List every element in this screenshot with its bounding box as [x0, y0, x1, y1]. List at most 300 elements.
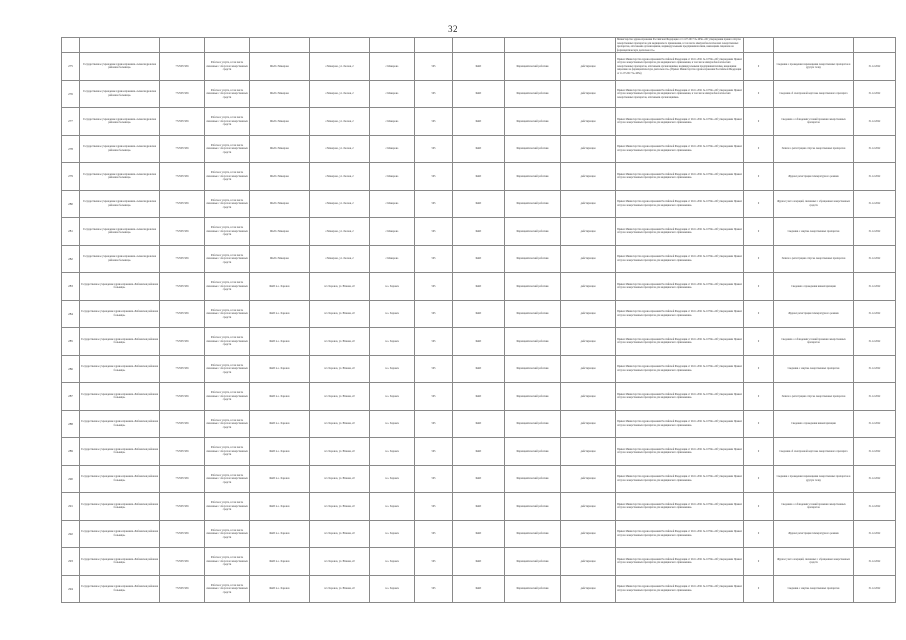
table-row	[62, 493, 896, 521]
locality-cell: п.о. Харовск	[370, 575, 415, 603]
address-cell: с.Макарово, ул. Лесная, 2	[310, 80, 370, 108]
organization-cell: Государственное учреждение здравоохранения «Бабаевская районная больница»	[80, 493, 160, 521]
locality-cell: с.Макарово	[370, 245, 415, 273]
description-cell: Сведения о закупке лекарственных препаратов	[774, 355, 854, 383]
worker-category-cell: Фармацевтический работник	[505, 328, 561, 356]
status-cell: действующая	[561, 190, 616, 218]
facility-type-cell: ФАП	[453, 520, 505, 548]
facility-type-cell: ФАП	[453, 218, 505, 246]
row-number-cell: 277	[62, 108, 80, 136]
facility-name-cell: ФАП п.о. Харовск	[250, 575, 310, 603]
regulation-doc-cell: Приказ Министерства здравоохранения Российской Федерации от 29.11.2021 № 1079н «Об утверждении Правил отпуска лекарственных препаратов для медицинского применения»	[616, 245, 744, 273]
status-cell: действующая	[561, 300, 616, 328]
sum-cell: 0	[744, 53, 774, 81]
description-cell: Сведения о соблюдении условий хранения лекарственных препаратов	[774, 493, 854, 521]
facility-type-cell: ФАП	[453, 465, 505, 493]
date-cell: 31.12.2022	[854, 218, 896, 246]
description-cell: Журнал регистрации температурного режима	[774, 520, 854, 548]
class-code-cell: 505	[415, 493, 453, 521]
facility-name-cell: ФАП п.о. Харовск	[250, 438, 310, 466]
facility-type-cell: ФАП	[453, 410, 505, 438]
row-number-cell: 280	[62, 190, 80, 218]
inn-code-cell: 7725057456	[160, 273, 205, 301]
facility-name-cell: ФАП с.Макарово	[250, 190, 310, 218]
status-cell: действующая	[561, 548, 616, 576]
row-number-cell: 282	[62, 245, 80, 273]
worker-category-cell: Фармацевтический работник	[505, 575, 561, 603]
description-cell: Сведения о проведении инвентаризации	[774, 410, 854, 438]
worker-category-cell: Фармацевтический работник	[505, 80, 561, 108]
facility-name-cell: ФАП с.Макарово	[250, 108, 310, 136]
table-row	[62, 273, 896, 301]
description-cell: Сведения о проведении перемещения лекарственных препаратов в другую точку	[774, 53, 854, 81]
worker-category-cell: Фармацевтический работник	[505, 520, 561, 548]
description-cell: Сведения об электронной карточке лекарственного препарата	[774, 80, 854, 108]
row-number-cell: 287	[62, 383, 80, 411]
date-cell: 31.12.2022	[854, 163, 896, 191]
organization-cell: Государственное учреждение здравоохранения «Бабаевская районная больница»	[80, 520, 160, 548]
description-cell: Журнал учета операций, связанных с обращением лекарственных средств	[774, 548, 854, 576]
activity-type-cell: Работы и услуги, в том числе связанные с оборотом лекарственных средств	[205, 328, 250, 356]
class-code-cell: 505	[415, 575, 453, 603]
regulation-doc-cell: Приказ Министерства здравоохранения Российской Федерации от 29.11.2021 № 1079н «Об утверждении Правил отпуска лекарственных препаратов для медицинского применения»	[616, 108, 744, 136]
facility-name-cell: ФАП п.о. Харовск	[250, 493, 310, 521]
regulation-doc-cell: Приказ Министерства здравоохранения Российской Федерации от 29.11.2021 № 1079н «Об утверждении Правил отпуска лекарственных препаратов для медицинского применения»	[616, 548, 744, 576]
organization-cell: Государственное учреждение здравоохранения «Бабаевская районная больница»	[80, 300, 160, 328]
class-code-cell: 505	[415, 218, 453, 246]
organization-cell: Государственное учреждение здравоохранения «Александровская районная больница»	[80, 108, 160, 136]
date-cell: 31.12.2022	[854, 520, 896, 548]
class-code-cell: 505	[415, 163, 453, 191]
address-cell: п/о Харовск, ул. Южная, 22	[310, 383, 370, 411]
worker-category-cell: Фармацевтический работник	[505, 410, 561, 438]
facility-type-cell: ФАП	[453, 355, 505, 383]
locality-cell: п.о. Харовск	[370, 438, 415, 466]
address-cell: п/о Харовск, ул. Южная, 22	[310, 548, 370, 576]
sum-cell: 0	[744, 410, 774, 438]
locality-cell: п.о. Харовск	[370, 548, 415, 576]
date-cell: 31.12.2022	[854, 135, 896, 163]
activity-type-cell: Работы и услуги, в том числе связанные с оборотом лекарственных средств	[205, 53, 250, 81]
table-row	[62, 108, 896, 136]
sum-cell: 0	[744, 80, 774, 108]
worker-category-cell: Фармацевтический работник	[505, 383, 561, 411]
address-cell: п/о Харовск, ул. Южная, 22	[310, 465, 370, 493]
organization-cell: Государственное учреждение здравоохранения «Бабаевская районная больница»	[80, 465, 160, 493]
activity-type-cell: Работы и услуги, в том числе связанные с оборотом лекарственных средств	[205, 383, 250, 411]
regulation-doc-cell: Приказ Министерства здравоохранения Российской Федерации от 29.11.2021 № 1079н «Об утверждении Правил отпуска лекарственных препаратов для медицинского применения»	[616, 218, 744, 246]
inn-code-cell: 7725057456	[160, 355, 205, 383]
activity-type-cell: Работы и услуги, в том числе связанные с оборотом лекарственных средств	[205, 245, 250, 273]
organization-cell: Государственное учреждение здравоохранения «Александровская районная больница»	[80, 80, 160, 108]
table-row	[62, 53, 896, 81]
facility-type-cell: ФАП	[453, 493, 505, 521]
facility-name-cell: ФАП п.о. Харовск	[250, 300, 310, 328]
description-cell: Сведения о соблюдении условий хранения лекарственных препаратов	[774, 108, 854, 136]
inn-code-cell: 7725057456	[160, 53, 205, 81]
row-number-cell: 288	[62, 410, 80, 438]
organization-cell: Государственное учреждение здравоохранения «Бабаевская районная больница»	[80, 273, 160, 301]
description-cell: Сведения о закупке лекарственных препаратов	[774, 575, 854, 603]
address-cell: с.Макарово, ул. Лесная, 2	[310, 108, 370, 136]
sum-cell: 0	[744, 245, 774, 273]
description-cell: Сведения о закупке лекарственных препаратов	[774, 218, 854, 246]
activity-type-cell: Работы и услуги, в том числе связанные с оборотом лекарственных средств	[205, 135, 250, 163]
worker-category-cell: Фармацевтический работник	[505, 438, 561, 466]
class-code-cell: 505	[415, 53, 453, 81]
sum-cell: 0	[744, 355, 774, 383]
facility-name-cell: ФАП п.о. Харовск	[250, 273, 310, 301]
class-code-cell: 505	[415, 355, 453, 383]
status-cell: действующая	[561, 355, 616, 383]
inn-code-cell: 7725057456	[160, 383, 205, 411]
sum-cell: 0	[744, 493, 774, 521]
row-number-cell: 281	[62, 218, 80, 246]
row-number-cell: 289	[62, 438, 80, 466]
activity-type-cell: Работы и услуги, в том числе связанные с оборотом лекарственных средств	[205, 273, 250, 301]
worker-category-cell: Фармацевтический работник	[505, 163, 561, 191]
facility-type-cell: ФАП	[453, 438, 505, 466]
facility-type-cell: ФАП	[453, 575, 505, 603]
regulation-doc-cell: Приказ Министерства здравоохранения Российской Федерации от 29.11.2021 № 1079н «Об утверждении Правил отпуска лекарственных препаратов для медицинского применения»	[616, 465, 744, 493]
organization-cell: Государственное учреждение здравоохранения «Бабаевская районная больница»	[80, 438, 160, 466]
date-cell: 31.12.2022	[854, 410, 896, 438]
address-cell: п/о Харовск, ул. Южная, 22	[310, 520, 370, 548]
inn-code-cell: 7725057456	[160, 520, 205, 548]
sum-cell: 0	[744, 328, 774, 356]
regulation-doc-cell: Приказ Министерства здравоохранения Российской Федерации от 29.11.2021 № 1079н «Об утверждении Правил отпуска лекарственных препаратов для медицинского применения»	[616, 493, 744, 521]
status-cell: действующая	[561, 575, 616, 603]
locality-cell: п.о. Харовск	[370, 493, 415, 521]
date-cell: 31.12.2022	[854, 273, 896, 301]
date-cell: 31.12.2022	[854, 493, 896, 521]
table-row	[62, 163, 896, 191]
sum-cell: 0	[744, 300, 774, 328]
locality-cell: п.о. Харовск	[370, 355, 415, 383]
regulation-doc-cell: Приказ Министерства здравоохранения Российской Федерации от 29.11.2021 № 1079н «Об утверждении Правил отпуска лекарственных препаратов для медицинского применения, в том числе иммунобиологических лекарственных препаратов, аптечными организациями»	[616, 80, 744, 108]
facility-type-cell: ФАП	[453, 383, 505, 411]
date-cell: 31.12.2022	[854, 355, 896, 383]
facility-type-cell: ФАП	[453, 245, 505, 273]
table-row	[62, 218, 896, 246]
locality-cell: с.Макарово	[370, 108, 415, 136]
regulation-doc-cell: Приказ Министерства здравоохранения Российской Федерации от 29.11.2021 № 1079н «Об утверждении Правил отпуска лекарственных препаратов для медицинского применения»	[616, 575, 744, 603]
facility-type-cell: ФАП	[453, 135, 505, 163]
row-number-cell: 291	[62, 493, 80, 521]
sum-cell: 0	[744, 575, 774, 603]
table-row	[62, 80, 896, 108]
inn-code-cell: 7725057456	[160, 135, 205, 163]
class-code-cell: 505	[415, 383, 453, 411]
date-cell: 31.12.2022	[854, 245, 896, 273]
activity-type-cell: Работы и услуги, в том числе связанные с оборотом лекарственных средств	[205, 548, 250, 576]
facility-name-cell: ФАП с.Макарово	[250, 80, 310, 108]
facility-type-cell: ФАП	[453, 163, 505, 191]
worker-category-cell: Фармацевтический работник	[505, 53, 561, 81]
status-cell: действующая	[561, 218, 616, 246]
facility-name-cell: ФАП п.о. Харовск	[250, 465, 310, 493]
sum-cell: 0	[744, 438, 774, 466]
status-cell: действующая	[561, 245, 616, 273]
inn-code-cell: 7725057456	[160, 245, 205, 273]
organization-cell: Государственное учреждение здравоохранения «Александровская районная больница»	[80, 53, 160, 81]
address-cell: с.Макарово, ул. Лесная, 2	[310, 190, 370, 218]
locality-cell: п.о. Харовск	[370, 328, 415, 356]
status-cell: действующая	[561, 108, 616, 136]
date-cell: 31.12.2022	[854, 53, 896, 81]
table-row	[62, 328, 896, 356]
table-row	[62, 438, 896, 466]
sum-cell: 0	[744, 520, 774, 548]
organization-cell: Государственное учреждение здравоохранения «Александровская районная больница»	[80, 218, 160, 246]
activity-type-cell: Работы и услуги, в том числе связанные с оборотом лекарственных средств	[205, 438, 250, 466]
worker-category-cell: Фармацевтический работник	[505, 300, 561, 328]
sum-cell: 0	[744, 218, 774, 246]
status-cell: действующая	[561, 163, 616, 191]
activity-type-cell: Работы и услуги, в том числе связанные с оборотом лекарственных средств	[205, 80, 250, 108]
organization-cell: Государственное учреждение здравоохранения «Александровская районная больница»	[80, 245, 160, 273]
sum-cell: 0	[744, 108, 774, 136]
address-cell: п/о Харовск, ул. Южная, 22	[310, 493, 370, 521]
class-code-cell: 505	[415, 520, 453, 548]
address-cell: с.Макарово, ул. Лесная, 2	[310, 163, 370, 191]
facility-type-cell: ФАП	[453, 548, 505, 576]
regulation-doc-cell: Приказ Министерства здравоохранения Российской Федерации от 29.11.2021 № 1079н «Об утверждении Правил отпуска лекарственных препаратов для медицинского применения, в том числе иммунобиологических лекарственных препаратов, аптечными организациями, индивидуальными предпринимателями, имеющими лицензию на фармацевтическую деятельность» (Приказ Министерства здравоохранения Российской Федерации от 11.07.2017 № 403н)	[616, 53, 744, 81]
row-number-cell: 293	[62, 548, 80, 576]
facility-type-cell: ФАП	[453, 190, 505, 218]
class-code-cell: 505	[415, 548, 453, 576]
class-code-cell: 505	[415, 273, 453, 301]
activity-type-cell: Работы и услуги, в том числе связанные с оборотом лекарственных средств	[205, 218, 250, 246]
row-number-cell: 292	[62, 520, 80, 548]
address-cell: п/о Харовск, ул. Южная, 22	[310, 300, 370, 328]
header-doc-cell: Министерства здравоохранения Российской Федерации от 11.07.2017 № 403н «Об утверждении правил отпуска лекарственных препаратов для медицинского применения, в том числе иммунобиологических лекарственных препаратов, аптечными организациями, индивидуальными предпринимателями, имеющими лицензию на фармацевтическую деятельность»	[616, 38, 744, 53]
address-cell: с.Макарово, ул. Лесная, 2	[310, 135, 370, 163]
facility-type-cell: ФАП	[453, 273, 505, 301]
table-header-continuation-row	[62, 38, 896, 53]
status-cell: действующая	[561, 465, 616, 493]
inn-code-cell: 7725057456	[160, 300, 205, 328]
activity-type-cell: Работы и услуги, в том числе связанные с оборотом лекарственных средств	[205, 575, 250, 603]
facility-name-cell: ФАП п.о. Харовск	[250, 383, 310, 411]
status-cell: действующая	[561, 135, 616, 163]
organization-cell: Государственное учреждение здравоохранения «Александровская районная больница»	[80, 163, 160, 191]
locality-cell: с.Макарово	[370, 135, 415, 163]
locality-cell: п.о. Харовск	[370, 520, 415, 548]
activity-type-cell: Работы и услуги, в том числе связанные с оборотом лекарственных средств	[205, 190, 250, 218]
locality-cell: п.о. Харовск	[370, 410, 415, 438]
date-cell: 31.12.2022	[854, 575, 896, 603]
worker-category-cell: Фармацевтический работник	[505, 493, 561, 521]
activity-type-cell: Работы и услуги, в том числе связанные с оборотом лекарственных средств	[205, 300, 250, 328]
facility-name-cell: ФАП п.о. Харовск	[250, 520, 310, 548]
status-cell: действующая	[561, 493, 616, 521]
activity-type-cell: Работы и услуги, в том числе связанные с оборотом лекарственных средств	[205, 410, 250, 438]
date-cell: 31.12.2022	[854, 190, 896, 218]
facility-name-cell: ФАП с.Макарово	[250, 163, 310, 191]
table-row	[62, 190, 896, 218]
date-cell: 31.12.2022	[854, 328, 896, 356]
row-number-cell: 286	[62, 355, 80, 383]
date-cell: 31.12.2022	[854, 300, 896, 328]
inn-code-cell: 7725057456	[160, 190, 205, 218]
regulation-doc-cell: Приказ Министерства здравоохранения Российской Федерации от 29.11.2021 № 1079н «Об утверждении Правил отпуска лекарственных препаратов для медицинского применения»	[616, 355, 744, 383]
worker-category-cell: Фармацевтический работник	[505, 190, 561, 218]
worker-category-cell: Фармацевтический работник	[505, 273, 561, 301]
inn-code-cell: 7725057456	[160, 438, 205, 466]
description-cell: Журнал учета операций, связанных с обращением лекарственных средств	[774, 190, 854, 218]
locality-cell: с.Макарово	[370, 190, 415, 218]
worker-category-cell: Фармацевтический работник	[505, 218, 561, 246]
date-cell: 31.12.2022	[854, 438, 896, 466]
date-cell: 31.12.2022	[854, 548, 896, 576]
date-cell: 31.12.2022	[854, 80, 896, 108]
organization-cell: Государственное учреждение здравоохранения «Бабаевская районная больница»	[80, 355, 160, 383]
worker-category-cell: Фармацевтический работник	[505, 465, 561, 493]
locality-cell: п.о. Харовск	[370, 300, 415, 328]
worker-category-cell: Фармацевтический работник	[505, 108, 561, 136]
table-row	[62, 410, 896, 438]
inn-code-cell: 7725057456	[160, 410, 205, 438]
activity-type-cell: Работы и услуги, в том числе связанные с оборотом лекарственных средств	[205, 355, 250, 383]
facility-name-cell: ФАП с.Макарово	[250, 218, 310, 246]
sum-cell: 0	[744, 273, 774, 301]
table-row	[62, 300, 896, 328]
table-row	[62, 245, 896, 273]
regulation-doc-cell: Приказ Министерства здравоохранения Российской Федерации от 29.11.2021 № 1079н «Об утверждении Правил отпуска лекарственных препаратов для медицинского применения»	[616, 190, 744, 218]
address-cell: п/о Харовск, ул. Южная, 22	[310, 273, 370, 301]
activity-type-cell: Работы и услуги, в том числе связанные с оборотом лекарственных средств	[205, 493, 250, 521]
table-row	[62, 575, 896, 603]
inn-code-cell: 7725057456	[160, 218, 205, 246]
sum-cell: 0	[744, 163, 774, 191]
locality-cell: п.о. Харовск	[370, 465, 415, 493]
status-cell: действующая	[561, 520, 616, 548]
regulation-doc-cell: Приказ Министерства здравоохранения Российской Федерации от 29.11.2021 № 1079н «Об утверждении Правил отпуска лекарственных препаратов для медицинского применения»	[616, 438, 744, 466]
class-code-cell: 505	[415, 438, 453, 466]
row-number-cell: 276	[62, 80, 80, 108]
status-cell: действующая	[561, 328, 616, 356]
inn-code-cell: 7725057456	[160, 548, 205, 576]
regulation-doc-cell: Приказ Министерства здравоохранения Российской Федерации от 29.11.2021 № 1079н «Об утверждении Правил отпуска лекарственных препаратов для медицинского применения»	[616, 163, 744, 191]
row-number-cell: 290	[62, 465, 80, 493]
status-cell: действующая	[561, 53, 616, 81]
address-cell: п/о Харовск, ул. Южная, 22	[310, 438, 370, 466]
row-number-cell: 279	[62, 163, 80, 191]
facility-name-cell: ФАП п.о. Харовск	[250, 548, 310, 576]
description-cell: Записи о регистрации отпуска лекарственных препаратов	[774, 245, 854, 273]
description-cell: Сведения об электронной карточке лекарственного препарата	[774, 438, 854, 466]
inn-code-cell: 7725057456	[160, 108, 205, 136]
activity-type-cell: Работы и услуги, в том числе связанные с оборотом лекарственных средств	[205, 520, 250, 548]
table-row	[62, 548, 896, 576]
status-cell: действующая	[561, 273, 616, 301]
locality-cell: с.Макарово	[370, 80, 415, 108]
locality-cell: п.о. Харовск	[370, 383, 415, 411]
facility-type-cell: ФАП	[453, 53, 505, 81]
sum-cell: 0	[744, 548, 774, 576]
address-cell: п/о Харовск, ул. Южная, 22	[310, 355, 370, 383]
organization-cell: Государственное учреждение здравоохранения «Бабаевская районная больница»	[80, 410, 160, 438]
facility-name-cell: ФАП п.о. Харовск	[250, 328, 310, 356]
description-cell: Записи о регистрации отпуска лекарственных препаратов	[774, 135, 854, 163]
row-number-cell: 275	[62, 53, 80, 81]
facility-type-cell: ФАП	[453, 328, 505, 356]
organization-cell: Государственное учреждение здравоохранения «Бабаевская районная больница»	[80, 383, 160, 411]
regulation-doc-cell: Приказ Министерства здравоохранения Российской Федерации от 29.11.2021 № 1079н «Об утверждении Правил отпуска лекарственных препаратов для медицинского применения»	[616, 520, 744, 548]
worker-category-cell: Фармацевтический работник	[505, 548, 561, 576]
organization-cell: Государственное учреждение здравоохранения «Бабаевская районная больница»	[80, 575, 160, 603]
facility-type-cell: ФАП	[453, 80, 505, 108]
regulation-doc-cell: Приказ Министерства здравоохранения Российской Федерации от 29.11.2021 № 1079н «Об утверждении Правил отпуска лекарственных препаратов для медицинского применения»	[616, 328, 744, 356]
address-cell: п/о Харовск, ул. Южная, 22	[310, 575, 370, 603]
description-cell: Сведения о проведении перемещения лекарственных препаратов в другую точку	[774, 465, 854, 493]
description-cell: Сведения о соблюдении условий хранения лекарственных препаратов	[774, 328, 854, 356]
inn-code-cell: 7725057456	[160, 328, 205, 356]
date-cell: 31.12.2022	[854, 108, 896, 136]
organization-cell: Государственное учреждение здравоохранения «Александровская районная больница»	[80, 135, 160, 163]
worker-category-cell: Фармацевтический работник	[505, 135, 561, 163]
organization-cell: Государственное учреждение здравоохранения «Бабаевская районная больница»	[80, 328, 160, 356]
table-row	[62, 520, 896, 548]
locality-cell: с.Макарово	[370, 218, 415, 246]
inn-code-cell: 7725057456	[160, 575, 205, 603]
regulation-doc-cell: Приказ Министерства здравоохранения Российской Федерации от 29.11.2021 № 1079н «Об утверждении Правил отпуска лекарственных препаратов для медицинского применения»	[616, 273, 744, 301]
row-number-cell: 283	[62, 273, 80, 301]
registry-table	[61, 37, 896, 603]
status-cell: действующая	[561, 383, 616, 411]
table-row	[62, 383, 896, 411]
class-code-cell: 505	[415, 465, 453, 493]
facility-type-cell: ФАП	[453, 108, 505, 136]
class-code-cell: 505	[415, 328, 453, 356]
description-cell: Записи о регистрации отпуска лекарственных препаратов	[774, 383, 854, 411]
table-row	[62, 355, 896, 383]
sum-cell: 0	[744, 465, 774, 493]
sum-cell: 0	[744, 135, 774, 163]
address-cell: п/о Харовск, ул. Южная, 22	[310, 328, 370, 356]
inn-code-cell: 7725057456	[160, 493, 205, 521]
activity-type-cell: Работы и услуги, в том числе связанные с оборотом лекарственных средств	[205, 108, 250, 136]
address-cell: п/о Харовск, ул. Южная, 22	[310, 410, 370, 438]
address-cell: с.Макарово, ул. Лесная, 2	[310, 53, 370, 81]
class-code-cell: 505	[415, 80, 453, 108]
activity-type-cell: Работы и услуги, в том числе связанные с оборотом лекарственных средств	[205, 465, 250, 493]
class-code-cell: 505	[415, 190, 453, 218]
table-row	[62, 135, 896, 163]
facility-name-cell: ФАП п.о. Харовск	[250, 410, 310, 438]
inn-code-cell: 7725057456	[160, 80, 205, 108]
row-number-cell: 285	[62, 328, 80, 356]
description-cell: Сведения о проведении инвентаризации	[774, 273, 854, 301]
address-cell: с.Макарово, ул. Лесная, 2	[310, 245, 370, 273]
row-number-cell: 284	[62, 300, 80, 328]
facility-type-cell: ФАП	[453, 300, 505, 328]
worker-category-cell: Фармацевтический работник	[505, 245, 561, 273]
table-row	[62, 465, 896, 493]
regulation-doc-cell: Приказ Министерства здравоохранения Российской Федерации от 29.11.2021 № 1079н «Об утверждении Правил отпуска лекарственных препаратов для медицинского применения»	[616, 410, 744, 438]
organization-cell: Государственное учреждение здравоохранения «Бабаевская районная больница»	[80, 548, 160, 576]
worker-category-cell: Фармацевтический работник	[505, 355, 561, 383]
regulation-doc-cell: Приказ Министерства здравоохранения Российской Федерации от 29.11.2021 № 1079н «Об утверждении Правил отпуска лекарственных препаратов для медицинского применения»	[616, 300, 744, 328]
class-code-cell: 505	[415, 410, 453, 438]
sum-cell: 0	[744, 190, 774, 218]
locality-cell: с.Макарово	[370, 163, 415, 191]
class-code-cell: 505	[415, 245, 453, 273]
locality-cell: п.о. Харовск	[370, 273, 415, 301]
activity-type-cell: Работы и услуги, в том числе связанные с оборотом лекарственных средств	[205, 163, 250, 191]
facility-name-cell: ФАП с.Макарово	[250, 53, 310, 81]
